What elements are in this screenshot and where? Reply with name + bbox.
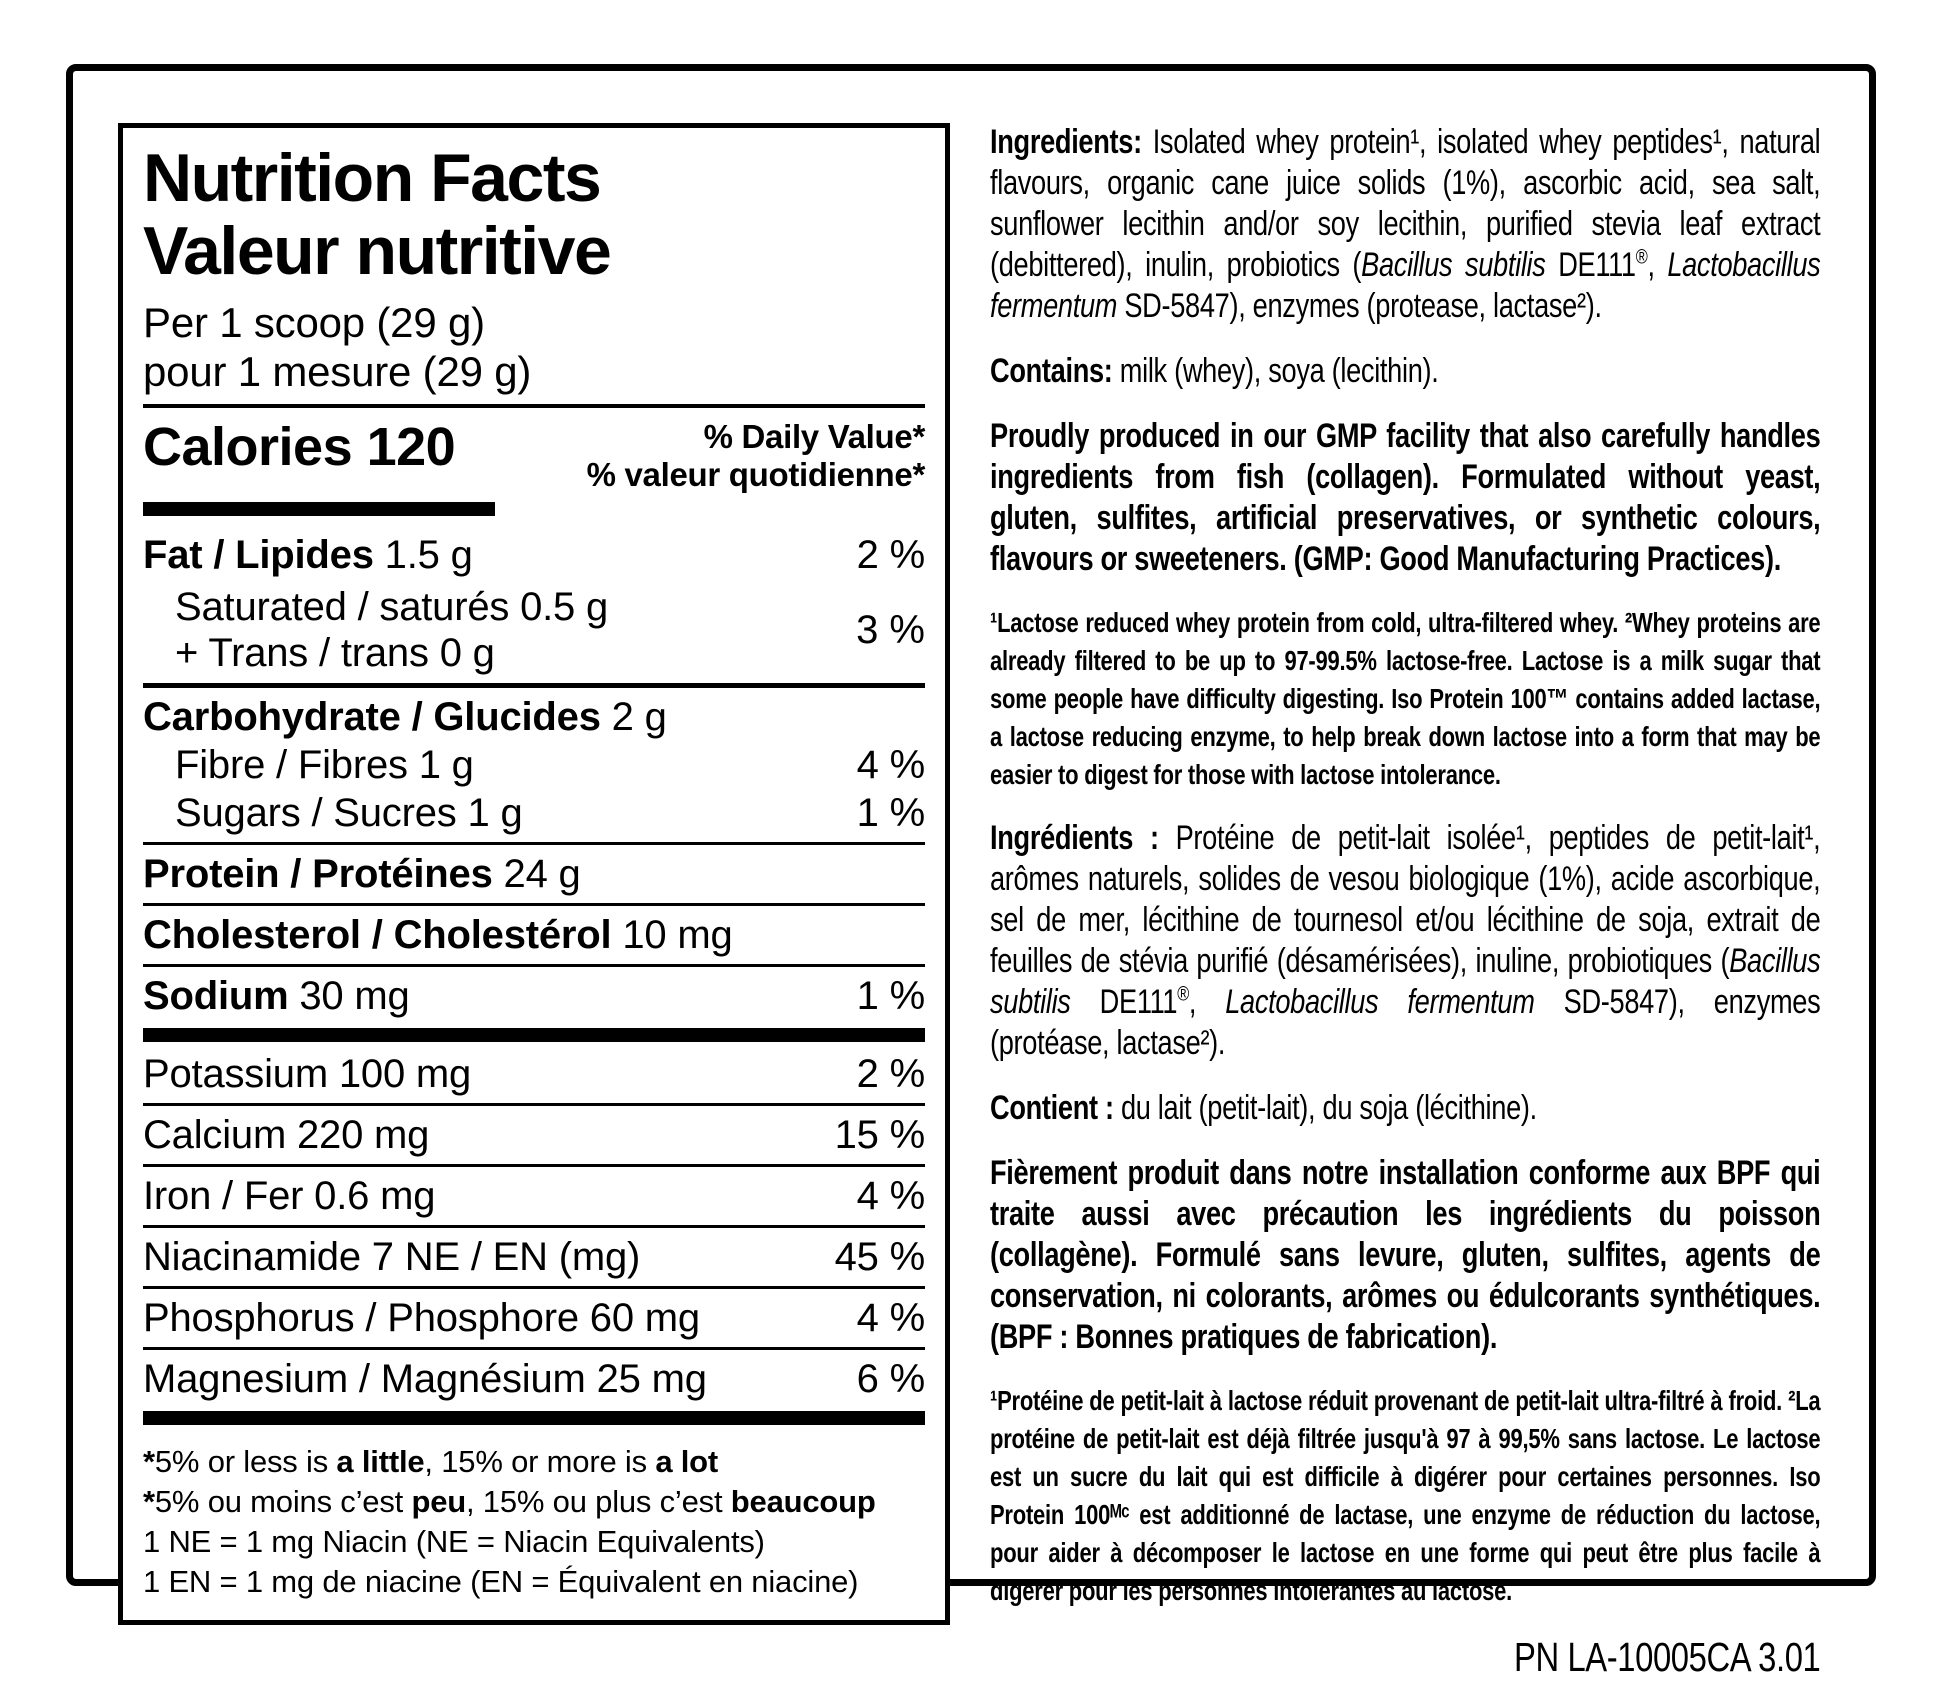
sodium-dv: 1 % <box>856 974 925 1018</box>
footnote-niacin-en: 1 NE = 1 mg Niacin (NE = Niacin Equivalents) <box>143 1524 765 1559</box>
calcium-dv: 15 % <box>834 1113 925 1157</box>
panel-title-en: Nutrition Facts <box>143 140 601 216</box>
fibre-row <box>143 741 925 789</box>
fat-label: Fat / Lipides <box>143 533 374 577</box>
iron-row <box>143 1167 925 1225</box>
produced-fr: Fièrement produit dans notre installation conforme aux BPF qui traite aussi avec précaution les ingrédients du poisson (collagène). Formulé sans levure, gluten, sulfites, agents de conservation, ni colorants, arômes ou édulcorants synthétiques. (BPF : Bonnes pratiques de fabrication). <box>990 1154 1821 1356</box>
footnote-en: ¹Lactose reduced whey protein from cold, ultra-filtered whey. ²Whey proteins are already filtered to be up to 97-99.5% lactose-free. Lactose is a milk sugar that some people have difficulty digesting. Iso Protein 100™ contains added lactase, a lactose reducing enzyme, to help break down lactose into a form that may be easier to digest for those with lactose intolerance. <box>990 607 1821 790</box>
protein-amount: 24 g <box>492 852 581 896</box>
cholesterol-row <box>143 906 925 964</box>
carbohydrate-row <box>143 688 925 741</box>
footnote-fr: ¹Protéine de petit-lait à lactose réduit provenant de petit-lait ultra-filtré à froid. ²La protéine de petit-lait est déjà filtrée jusqu'à 97 à 99,5% sans lactose. Le lactose est un sucre du lait qui est difficile à digérer pour certaines personnes. Iso Protein 100ᴹᶜ est additionné de lactase, une enzyme de réduction du lactose, pour aider à décomposer le lactose en une forme qui peut être plus facile à digérer pour les personnes intolérantes au lactose. <box>990 1385 1821 1606</box>
magnesium-dv: 6 % <box>856 1357 925 1401</box>
serving-size-en: Per 1 scoop (29 g) <box>143 299 485 346</box>
calcium-label: Calcium 220 mg <box>143 1113 430 1157</box>
carbohydrate-label: Carbohydrate / Glucides <box>143 695 601 739</box>
saturated-trans-dv: 3 % <box>856 607 925 652</box>
calories-underline-bar <box>143 502 495 516</box>
footnote-daily-value-en: *5% or less is a little, 15% or more is a lot <box>143 1444 719 1479</box>
info-column <box>990 122 1820 1681</box>
phosphorus-label: Phosphorus / Phosphore 60 mg <box>143 1296 700 1340</box>
trans-fat-row: + Trans / trans 0 g <box>175 631 495 675</box>
sugars-row <box>143 789 925 842</box>
protein-label: Protein / Protéines <box>143 852 493 896</box>
niacinamide-row <box>143 1228 925 1286</box>
footnote-niacin-fr: 1 EN = 1 mg de niacine (EN = Équivalent en niacine) <box>143 1564 859 1599</box>
protein-row <box>143 845 925 903</box>
cholesterol-amount: 10 mg <box>611 913 733 957</box>
fibre-label: Fibre / Fibres 1 g <box>175 743 474 787</box>
ingredients-en: Ingredients: Isolated whey protein¹, isolated whey peptides¹, natural flavours, organic cane juice solids (1%), ascorbic acid, sea salt, sunflower lecithin and/or soy lecithin, purified stevia leaf extract (debittered), inulin, probiotics (Bacillus subtilis DE111®, Lactobacillus fermentum SD-5847), enzymes (protease, lactase²). <box>990 123 1821 325</box>
magnesium-label: Magnesium / Magnésium 25 mg <box>143 1357 707 1401</box>
iron-label: Iron / Fer 0.6 mg <box>143 1174 436 1218</box>
daily-value-header-en: % Daily Value* <box>703 418 925 455</box>
potassium-row <box>143 1045 925 1103</box>
fat-dv: 2 % <box>856 533 925 577</box>
contient-fr: Contient : du lait (petit-lait), du soja (lécithine). <box>990 1089 1537 1127</box>
serving-size-fr: pour 1 mesure (29 g) <box>143 348 532 395</box>
contains-en: Contains: milk (whey), soya (lecithin). <box>990 352 1439 390</box>
footnote-daily-value-fr: *5% ou moins c’est peu, 15% ou plus c’est beaucoup <box>143 1484 876 1519</box>
part-number: PN LA-10005CA 3.01 <box>1513 1634 1821 1680</box>
ingredients-fr: Ingrédients : Protéine de petit-lait isolée¹, peptides de petit-lait¹, arômes naturels, solides de vesou biologique (1%), acide ascorbique, sel de mer, lécithine de tournesol et/ou lécithine de soja, extrait de feuilles de stévia purifié (désamérisées), inuline, probiotiques (Bacillus subtilis DE111®, Lactobacillus fermentum SD-5847), enzymes (protéase, lactase²). <box>990 819 1821 1062</box>
thick-separator-bar <box>143 1411 925 1425</box>
calories-value: Calories 120 <box>143 417 456 477</box>
info-sections <box>990 122 1820 1610</box>
sugars-dv: 1 % <box>856 791 925 835</box>
sodium-amount: 30 mg <box>288 974 410 1018</box>
potassium-dv: 2 % <box>856 1052 925 1096</box>
phosphorus-row <box>143 1289 925 1347</box>
sodium-row <box>143 967 925 1025</box>
panel-footnotes <box>143 1428 925 1602</box>
nutrition-facts-panel <box>118 123 950 1625</box>
saturated-fat-row: Saturated / saturés 0.5 g <box>175 585 609 629</box>
phosphorus-dv: 4 % <box>856 1296 925 1340</box>
magnesium-row <box>143 1350 925 1408</box>
daily-value-header-fr: % valeur quotidienne* <box>586 456 925 493</box>
fat-row <box>143 526 925 584</box>
cholesterol-label: Cholesterol / Cholestérol <box>143 913 612 957</box>
niacinamide-dv: 45 % <box>834 1235 925 1279</box>
sugars-label: Sugars / Sucres 1 g <box>175 791 523 835</box>
carbohydrate-amount: 2 g <box>600 695 667 739</box>
calcium-row <box>143 1106 925 1164</box>
saturated-trans-group <box>143 584 925 683</box>
niacinamide-label: Niacinamide 7 NE / EN (mg) <box>143 1235 641 1279</box>
iron-dv: 4 % <box>856 1174 925 1218</box>
part-number-wrap <box>990 1634 1820 1681</box>
potassium-label: Potassium 100 mg <box>143 1052 472 1096</box>
daily-value-header <box>587 418 925 494</box>
sodium-label: Sodium <box>143 974 289 1018</box>
thick-separator-bar <box>143 1028 925 1042</box>
fibre-dv: 4 % <box>856 743 925 787</box>
panel-title-fr: Valeur nutritive <box>143 213 611 289</box>
produced-en: Proudly produced in our GMP facility that also carefully handles ingredients from fish (collagen). Formulated without yeast, gluten, sulfites, artificial preservatives, or synthetic colours, flavours or sweeteners. (GMP: Good Manufacturing Practices). <box>990 417 1821 578</box>
fat-amount: 1.5 g <box>373 533 473 577</box>
calories-row <box>143 408 925 494</box>
